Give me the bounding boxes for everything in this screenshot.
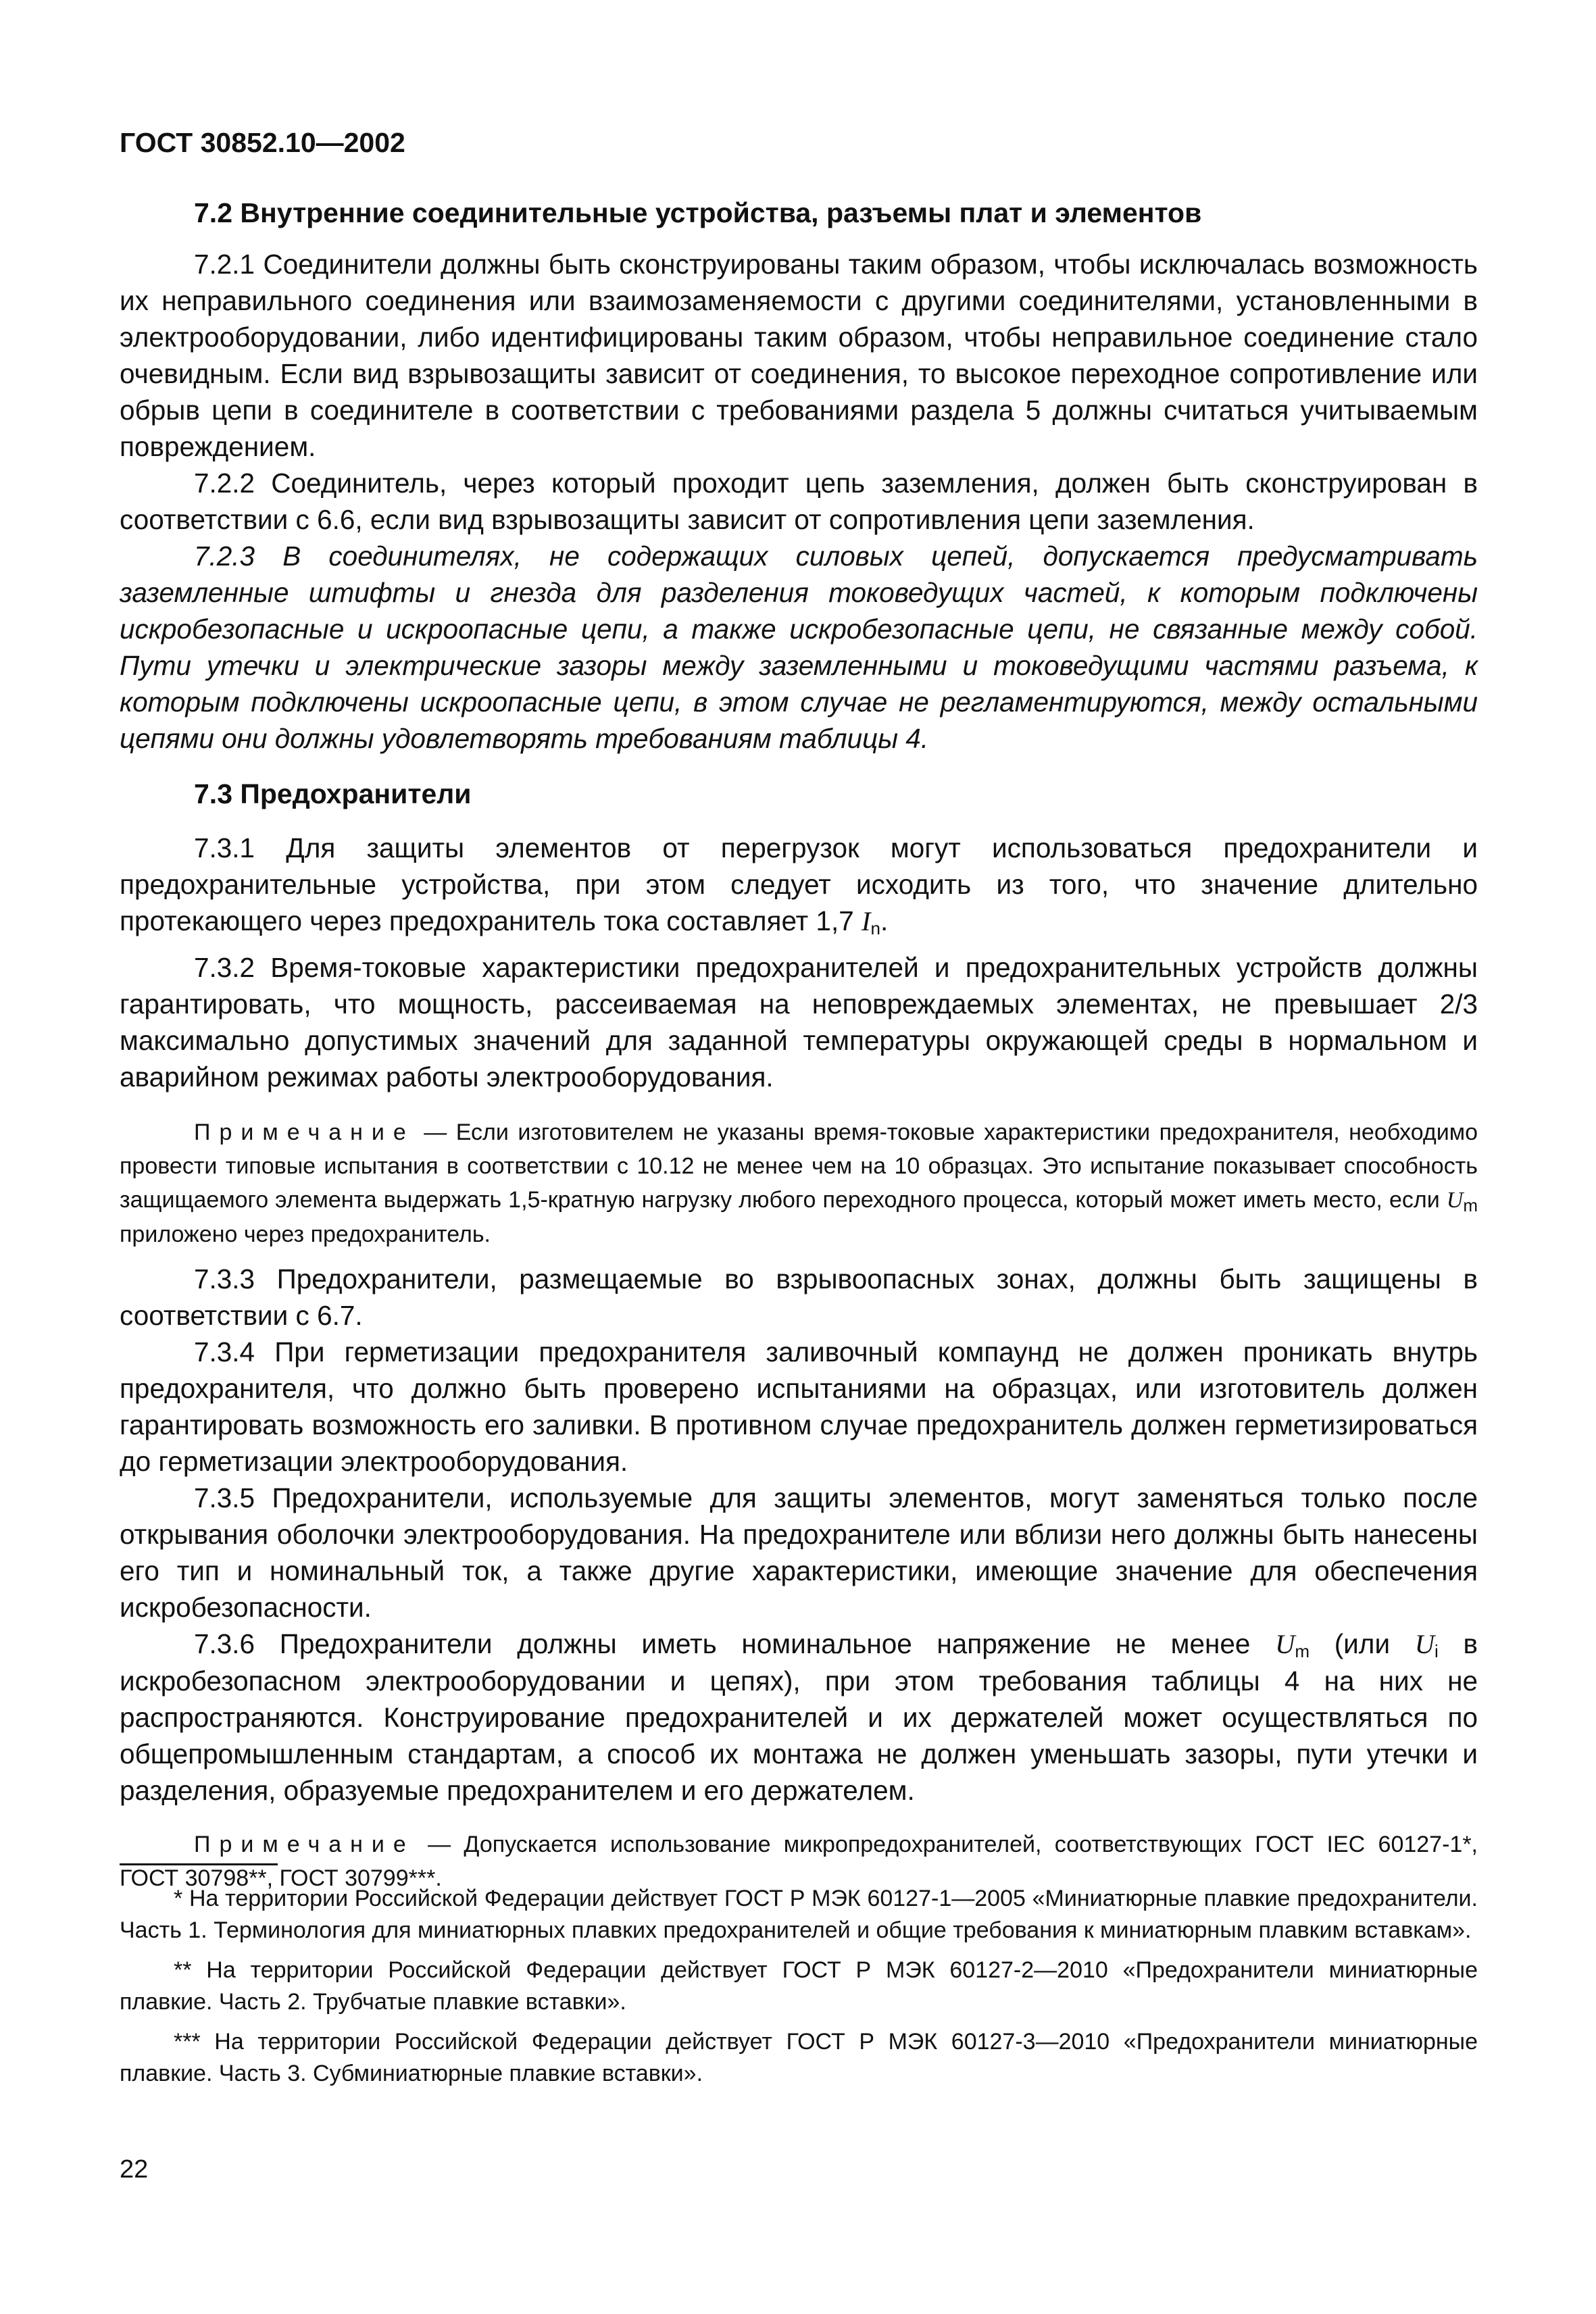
note-text: — Если изготовителем не указаны время-токовые характеристики предохранителя, необходимо провести типовые испытания в соответствии с 10.12 не менее чем на 10 образцах. Это испытание показывает способность защищаемого элемента выдержать 1,5-кратную нагрузку любого переходного процесса, который может иметь место, если bbox=[120, 1120, 1478, 1213]
paragraph-text: 7.3.1 Для защиты элементов от перегрузок могут использоваться предохранители и предохранительные устройства, при этом следует исходить из того, что значение длительно протекающего через предохранитель тока составляет 1,7 bbox=[120, 832, 1478, 936]
section-heading-7-3: 7.3 Предохранители bbox=[194, 778, 472, 809]
paragraph-7-2-3: 7.2.3 В соединителях, не содержащих силовых цепей, допускается предусматривать заземленные штифты и гнезда для разделения токоведущих частей, к которым подключены искробезопасные и искроопасные цепи, а также искробезопасные цепи, не связанные между собой. Пути утечки и электрические зазоры между заземленными и токоведущими частями разъема, к которым подключены искроопасные цепи, в этом случае не регламентируются, между остальными цепями они должны удовлетворять требованиям таблицы 4. bbox=[120, 540, 1478, 754]
paragraph-end: . bbox=[880, 905, 889, 936]
footnote-item: ** На территории Российской Федерации действует ГОСТ Р МЭК 60127-2—2010 «Предохранители миниатюрные плавкие. Часть 2. Трубчатые плавкие вставки». bbox=[120, 1957, 1478, 2015]
paragraph-text: в искробезопасном электрооборудовании и цепях), при этом требования таблицы 4 на них не распространяются. Конструирование предохранителей и их держателей может осуществляться по общепромышленным стандартам, а способ их монтажа не должен уменьшать зазоры, пути утечки и разделения, образуемые предохранителем и его держателем. bbox=[120, 1628, 1478, 1806]
paragraph-7-3-6 bbox=[120, 1626, 1478, 1809]
document-body bbox=[120, 195, 1478, 1905]
page-header: ГОСТ 30852.10—2002 bbox=[120, 127, 405, 158]
paragraph-7-3-2: 7.3.2 Время-токовые характеристики предохранителей и предохранительных устройств должны гарантировать, что мощность, рассеиваемая на неповреждаемых элементах, не превышает 2/3 максимально допустимых значений для заданной температуры окружающей среды в нормальном и аварийном режимах работы электрооборудования. bbox=[120, 952, 1478, 1092]
voltage-symbol: U bbox=[1446, 1188, 1464, 1213]
current-subscript: n bbox=[870, 918, 880, 938]
paragraph-7-2-2: 7.2.2 Соединитель, через который проходит цепь заземления, должен быть сконструирован в соответствии с 6.6, если вид взрывозащиты зависит от сопротивления цепи заземления. bbox=[120, 468, 1478, 535]
footnote-item: *** На территории Российской Федерации действует ГОСТ Р МЭК 60127-3—2010 «Предохранители миниатюрные плавкие. Часть 3. Субминиатюрные плавкие вставки». bbox=[120, 2029, 1478, 2086]
paragraph-7-2-1: 7.2.1 Соединители должны быть сконструированы таким образом, чтобы исключалась возможность их неправильного соединения или взаимозаменяемости с другими соединителями, установленными в электрооборудовании, либо идентифицированы таким образом, чтобы неправильное соединение стало очевидным. Если вид взрывозащиты зависит от соединения, то высокое переходное сопротивление или обрыв цепи в соединителе в соответствии с требованиями раздела 5 должны считаться учитываемым повреждением. bbox=[120, 249, 1478, 462]
footnote-divider bbox=[120, 1863, 278, 1865]
paragraph-7-3-5: 7.3.5 Предохранители, используемые для защиты элементов, могут заменяться только после открывания оболочки электрооборудования. На предохранителе или вблизи него должны быть нанесены его тип и номинальный ток, а также другие характеристики, имеющие значение для обеспечения искробезопасности. bbox=[120, 1482, 1478, 1623]
paragraph-text: 7.3.6 Предохранители должны иметь номинальное напряжение не менее bbox=[194, 1628, 1276, 1659]
note-end: приложено через предохранитель. bbox=[120, 1222, 491, 1247]
note-text: — Допускается использование микропредохранителей, соответствующих ГОСТ IEC 60127-1*, ГОСТ 30798**, ГОСТ 30799***. bbox=[120, 1832, 1478, 1891]
section-heading-7-2: 7.2 Внутренние соединительные устройства, разъемы плат и элементов bbox=[194, 197, 1202, 228]
note-label: Примечание bbox=[194, 1120, 415, 1145]
paragraph-7-3-3: 7.3.3 Предохранители, размещаемые во взрывоопасных зонах, должны быть защищены в соответствии с 6.7. bbox=[120, 1263, 1478, 1331]
footnotes bbox=[120, 1883, 1478, 2098]
paragraph-7-3-4: 7.3.4 При герметизации предохранителя заливочный компаунд не должен проникать внутрь предохранителя, что должно быть проверено испытаниями на образцах, или изготовитель должен гарантировать возможность его заливки. В противном случае предохранитель должен герметизироваться до герметизации электрооборудования. bbox=[120, 1336, 1478, 1477]
paragraph-text: (или bbox=[1310, 1628, 1415, 1659]
current-symbol: I bbox=[862, 906, 871, 936]
note-label: Примечание bbox=[194, 1832, 415, 1857]
voltage-subscript: m bbox=[1295, 1641, 1310, 1661]
voltage-symbol: U bbox=[1414, 1629, 1435, 1659]
footnote-item: * На территории Российской Федерации действует ГОСТ Р МЭК 60127-1—2005 «Миниатюрные плавкие предохранители. Часть 1. Терминология для миниатюрных плавких предохранителей и общие требования к миниатюрным плавким вставкам». bbox=[120, 1886, 1478, 1943]
voltage-subscript: m bbox=[1463, 1195, 1478, 1215]
note-1 bbox=[120, 1115, 1478, 1251]
page-number: 22 bbox=[120, 2155, 149, 2184]
voltage-symbol: U bbox=[1275, 1629, 1295, 1659]
paragraph-7-3-1 bbox=[120, 830, 1478, 940]
voltage-subscript: i bbox=[1435, 1641, 1439, 1661]
